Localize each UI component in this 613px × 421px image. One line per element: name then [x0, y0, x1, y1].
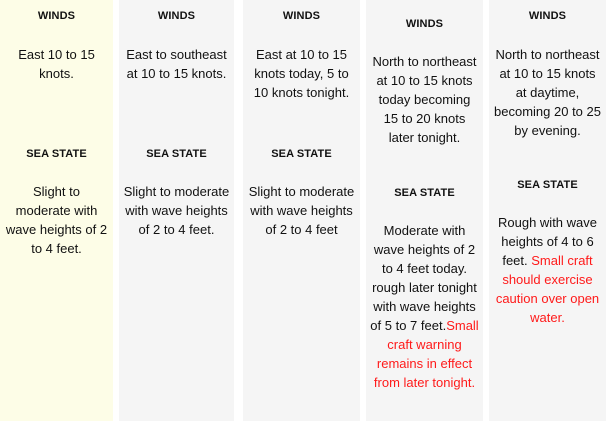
sea-state-description: Moderate with wave heights of 2 to 4 feet today. rough later tonight with wave heights of 5 to 7 feet.: [370, 223, 477, 333]
sea-state-description: Slight to moderate with wave heights of 2 to 4 feet: [248, 184, 355, 237]
sea-state-label: SEA STATE: [394, 187, 455, 199]
winds-label: WINDS: [282, 10, 321, 22]
winds-text: East to southeast at 10 to 15 knots.: [126, 47, 227, 81]
sea-state-description: Slight to moderate with wave heights of 2 to 4 feet.: [5, 184, 108, 256]
winds-text: North to northeast at 10 to 15 knots at daytime, becoming 20 to 25 by evening.: [494, 47, 601, 138]
sea-state-label: SEA STATE: [271, 148, 332, 160]
sea-state-label: SEA STATE: [517, 179, 578, 191]
winds-text: East at 10 to 15 knots today, 5 to 10 knots tonight.: [253, 47, 350, 100]
winds-label: WINDS: [405, 18, 444, 30]
forecast-column-1: [0, 0, 113, 421]
winds-text: East 10 to 15 knots.: [18, 47, 95, 81]
forecast-column-2: [119, 0, 234, 421]
winds-label: WINDS: [528, 10, 567, 22]
sea-state-description: Slight to moderate with wave heights of 2 to 4 feet.: [123, 184, 230, 237]
sea-state-label: SEA STATE: [146, 148, 207, 160]
winds-label: WINDS: [157, 10, 196, 22]
sea-state-text: [493, 213, 602, 327]
sea-state-text: [123, 182, 230, 239]
sea-state-description: Rough with wave heights of 4 to 6 feet.: [498, 215, 597, 268]
small-craft-caution: Small craft should exercise caution over open water.: [495, 253, 600, 325]
sea-state-label: SEA STATE: [26, 148, 87, 160]
forecast-column-5: [489, 0, 606, 421]
sea-state-text: [370, 221, 479, 392]
winds-text: North to northeast at 10 to 15 knots today becoming 15 to 20 knots later tonight.: [372, 54, 477, 145]
sea-state-text: [247, 182, 356, 239]
sea-state-text: [4, 182, 109, 258]
forecast-column-4: [366, 0, 483, 421]
winds-label: WINDS: [37, 10, 76, 22]
forecast-column-3: [243, 0, 360, 421]
small-craft-warning: Small craft warning remains in effect from later tonight.: [373, 318, 479, 390]
